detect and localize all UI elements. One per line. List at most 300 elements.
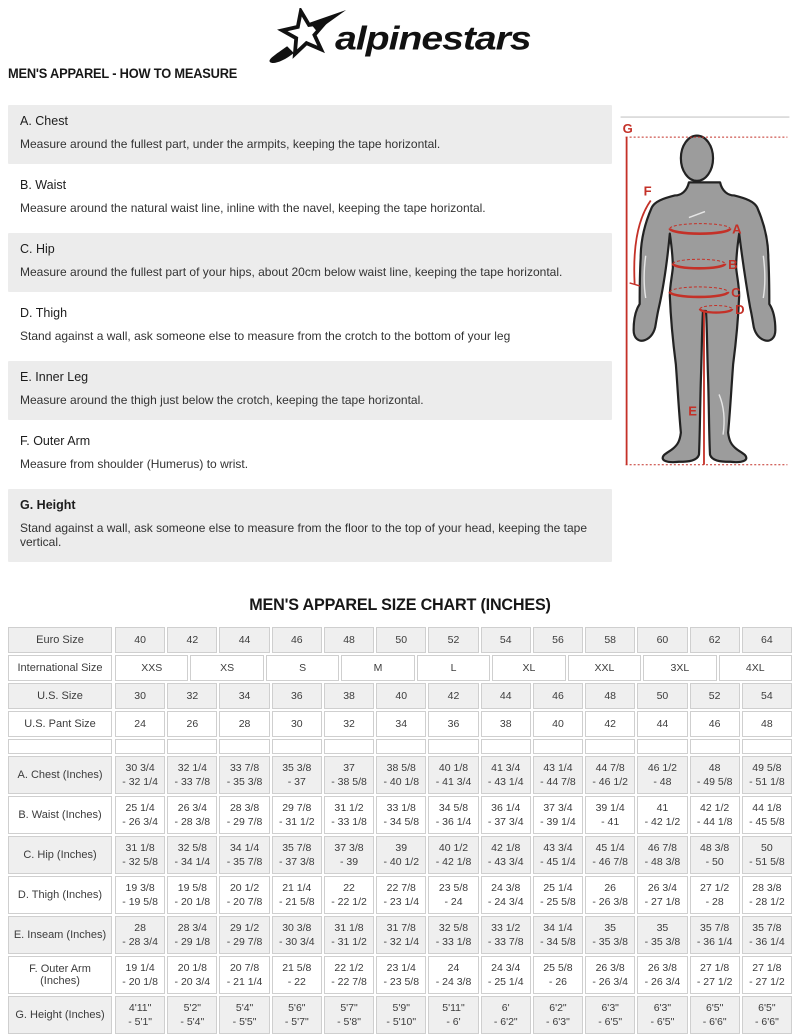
- row-cells: [115, 739, 792, 754]
- size-cell: [428, 996, 478, 1034]
- size-cell: 36: [428, 711, 478, 737]
- range-end: - 30 3/4: [279, 936, 315, 948]
- size-cell: [690, 756, 740, 794]
- range-end: - 33 1/8: [331, 816, 367, 828]
- range-start: 48 3/8: [700, 842, 730, 854]
- range-end: - 27 1/2: [696, 976, 733, 988]
- range-start: 43 1/4: [543, 762, 573, 774]
- range-start: 22: [343, 882, 355, 894]
- measure-guide-description: Stand against a wall, ask someone else to measure from the floor to the top of your head, keeping the tape vertical.: [20, 521, 588, 549]
- row-label: F. Outer Arm (Inches): [8, 956, 112, 994]
- row-cells: [115, 916, 792, 954]
- range-start: 34 1/4: [543, 922, 573, 934]
- range-end: - 38 5/8: [331, 776, 367, 788]
- range-end: - 29 7/8: [226, 936, 263, 948]
- size-cell: 30: [115, 683, 165, 709]
- range-start: 20 7/8: [229, 962, 260, 974]
- range-start: 21 5/8: [282, 962, 312, 974]
- how-to-measure-section: [8, 105, 792, 567]
- size-cell: [742, 996, 792, 1034]
- size-cell: [219, 836, 269, 874]
- row-label: C. Hip (Inches): [8, 836, 112, 874]
- range-start: 19 3/8: [125, 882, 155, 894]
- range-end: - 46 7/8: [592, 856, 628, 868]
- range-end: - 45 1/4: [540, 856, 576, 868]
- range-start: 46 7/8: [647, 842, 678, 854]
- label-c: C: [731, 284, 741, 300]
- table-row: [8, 796, 792, 834]
- range-end: - 28 1/2: [749, 896, 785, 908]
- range-end: - 42 1/2: [644, 816, 681, 828]
- body-measure-diagram-icon: [620, 105, 792, 505]
- range-end: - 44 7/8: [540, 776, 576, 788]
- range-end: - 48: [653, 776, 672, 788]
- table-row: [8, 996, 792, 1034]
- size-cell: 62: [690, 627, 740, 653]
- range-start: 35: [604, 922, 617, 934]
- size-cell: 44: [481, 683, 531, 709]
- size-cell: [272, 756, 322, 794]
- range-start: 20 1/8: [177, 962, 207, 974]
- range-end: - 36 1/4: [749, 936, 785, 948]
- size-cell: [219, 796, 269, 834]
- measure-guide-description: Stand against a wall, ask someone else to measure from the crotch to the bottom of your leg: [20, 329, 511, 343]
- range-start: 42 1/2: [700, 802, 730, 814]
- range-end: - 45 5/8: [749, 816, 785, 828]
- label-b: B: [728, 256, 738, 272]
- range-end: - 36 1/4: [435, 816, 472, 828]
- range-end: - 44 1/8: [696, 816, 733, 828]
- range-start: 39: [395, 842, 408, 854]
- size-cell: [324, 739, 374, 754]
- measure-guide-description: Measure from shoulder (Humerus) to wrist.: [20, 457, 249, 471]
- label-f: F: [643, 183, 652, 199]
- range-start: 34 1/4: [229, 842, 260, 854]
- range-end: - 39 1/4: [540, 816, 576, 828]
- range-start: 31 7/8: [386, 922, 416, 934]
- size-cell: [167, 996, 217, 1034]
- size-cell: [637, 996, 687, 1034]
- size-cell: 26: [167, 711, 217, 737]
- size-cell: 28: [219, 711, 269, 737]
- range-start: 40 1/8: [438, 762, 469, 774]
- size-cell: [219, 916, 269, 954]
- range-start: 6'3": [601, 1002, 619, 1014]
- size-cell: [637, 756, 687, 794]
- size-cell: 32: [167, 683, 217, 709]
- row-label: B. Waist (Inches): [8, 796, 112, 834]
- range-end: - 6'6": [702, 1016, 727, 1028]
- size-cell: [324, 796, 374, 834]
- table-row: [8, 876, 792, 914]
- range-start: 27 1/8: [700, 962, 730, 974]
- size-cell: M: [341, 655, 414, 681]
- range-start: 40 1/2: [438, 842, 469, 854]
- measure-guide-description: Measure around the fullest part, under the armpits, keeping the tape horizontal.: [20, 137, 441, 151]
- range-end: - 23 5/8: [383, 976, 420, 988]
- range-start: 27 1/8: [752, 962, 782, 974]
- size-cell: [272, 796, 322, 834]
- range-start: 31 1/8: [334, 922, 364, 934]
- size-cell: [376, 996, 426, 1034]
- size-cell: 64: [742, 627, 792, 653]
- range-start: 29 1/2: [229, 922, 260, 934]
- range-end: - 6'5": [650, 1016, 675, 1028]
- range-start: 6': [501, 1002, 510, 1014]
- range-end: - 32 1/4: [383, 936, 420, 948]
- size-cell: [219, 756, 269, 794]
- size-cell: [481, 956, 531, 994]
- size-cell: [481, 876, 531, 914]
- range-start: 35 7/8: [700, 922, 730, 934]
- range-end: - 32 1/4: [122, 776, 158, 788]
- row-label: Euro Size: [8, 627, 112, 653]
- range-start: 41 3/4: [491, 762, 521, 774]
- size-cell: L: [417, 655, 490, 681]
- range-end: - 34 5/8: [383, 816, 420, 828]
- size-cell: [376, 916, 426, 954]
- size-cell: 42: [428, 683, 478, 709]
- range-end: - 50: [705, 856, 724, 868]
- range-start: 4'11": [128, 1002, 152, 1014]
- size-cell: [585, 836, 635, 874]
- size-cell: 44: [637, 711, 687, 737]
- size-cell: [115, 916, 165, 954]
- range-start: 30 3/4: [125, 762, 155, 774]
- size-cell: [272, 739, 322, 754]
- table-row: [8, 756, 792, 794]
- size-cell: 44: [219, 627, 269, 653]
- size-cell: [690, 876, 740, 914]
- size-cell: 42: [167, 627, 217, 653]
- range-end: - 5'1": [128, 1016, 153, 1028]
- size-cell: [376, 956, 426, 994]
- size-cell: [272, 996, 322, 1034]
- range-start: 31 1/2: [334, 802, 364, 814]
- size-cell: [272, 956, 322, 994]
- size-cell: 32: [324, 711, 374, 737]
- range-end: - 33 7/8: [174, 776, 211, 788]
- size-cell: [742, 956, 792, 994]
- page-title: MEN'S APPAREL - HOW TO MEASURE: [8, 66, 238, 81]
- range-end: - 6'2": [493, 1016, 518, 1028]
- range-start: 44 1/8: [752, 802, 782, 814]
- range-start: 25 1/4: [543, 882, 573, 894]
- table-row: [8, 627, 792, 653]
- size-cell: [115, 756, 165, 794]
- size-cell: [481, 996, 531, 1034]
- range-end: - 22: [287, 976, 306, 988]
- range-start: 46 1/2: [647, 762, 678, 774]
- range-start: 30 3/8: [282, 922, 312, 934]
- table-row: [8, 916, 792, 954]
- row-cells: [115, 655, 792, 681]
- size-cell: [585, 996, 635, 1034]
- size-cell: 50: [376, 627, 426, 653]
- range-start: 19 1/4: [125, 962, 155, 974]
- range-end: - 22 7/8: [331, 976, 367, 988]
- row-label: A. Chest (Inches): [8, 756, 112, 794]
- range-start: 33 1/2: [491, 922, 521, 934]
- size-cell: [115, 996, 165, 1034]
- size-cell: [115, 836, 165, 874]
- row-cells: [115, 836, 792, 874]
- range-end: - 6'3": [546, 1016, 570, 1028]
- brand-wordmark: alpinestars: [335, 20, 531, 58]
- range-start: 26: [604, 882, 617, 894]
- range-end: - 28 3/8: [174, 816, 211, 828]
- size-cell: [742, 876, 792, 914]
- size-cell: [742, 796, 792, 834]
- size-cell: [585, 876, 635, 914]
- size-cell: 40: [115, 627, 165, 653]
- size-cell: [376, 739, 426, 754]
- range-start: 28 3/8: [229, 802, 260, 814]
- range-start: 48: [708, 762, 721, 774]
- range-end: - 40 1/2: [383, 856, 420, 868]
- size-cell: [272, 876, 322, 914]
- size-cell: [167, 756, 217, 794]
- size-cell: [324, 956, 374, 994]
- row-label: G. Height (Inches): [8, 996, 112, 1034]
- figure-head: [681, 136, 713, 181]
- size-cell: [376, 796, 426, 834]
- size-cell: XS: [190, 655, 263, 681]
- range-end: - 24 3/4: [487, 896, 524, 908]
- range-end: - 28: [705, 896, 724, 908]
- range-end: - 43 1/4: [487, 776, 524, 788]
- range-start: 34 5/8: [438, 802, 469, 814]
- range-start: 26 3/8: [595, 962, 625, 974]
- size-cell: [115, 739, 165, 754]
- row-label: U.S. Size: [8, 683, 112, 709]
- range-end: - 34 1/4: [174, 856, 211, 868]
- size-cell: [376, 876, 426, 914]
- range-start: 26 3/8: [647, 962, 678, 974]
- range-end: - 28 3/4: [122, 936, 158, 948]
- size-chart-title: MEN'S APPAREL SIZE CHART (INCHES): [249, 595, 551, 614]
- range-start: 6'2": [549, 1002, 567, 1014]
- range-end: - 5'5": [232, 1016, 257, 1028]
- measure-guide-title: B. Waist: [20, 178, 67, 192]
- range-start: 37 3/4: [543, 802, 573, 814]
- range-start: 21 1/4: [282, 882, 312, 894]
- range-start: 32 5/8: [438, 922, 469, 934]
- row-label: International Size: [8, 655, 112, 681]
- range-end: - 26 3/4: [644, 976, 681, 988]
- range-end: - 40 1/8: [383, 776, 420, 788]
- range-end: - 43 3/4: [487, 856, 524, 868]
- range-end: - 37 3/4: [487, 816, 524, 828]
- range-end: - 24: [444, 896, 463, 908]
- range-start: 28 3/8: [752, 882, 782, 894]
- row-cells: [115, 627, 792, 653]
- size-cell: [585, 796, 635, 834]
- range-end: - 20 7/8: [226, 896, 263, 908]
- size-cell: XXS: [115, 655, 188, 681]
- size-cell: S: [266, 655, 339, 681]
- size-cell: [533, 916, 583, 954]
- size-cell: [481, 756, 531, 794]
- size-cell: [533, 876, 583, 914]
- label-d: D: [735, 302, 745, 318]
- row-cells: [115, 796, 792, 834]
- size-cell: 54: [742, 683, 792, 709]
- measure-guide-title: G. Height: [20, 498, 76, 512]
- range-start: 22 7/8: [386, 882, 416, 894]
- range-start: 35 7/8: [752, 922, 782, 934]
- range-start: 35: [656, 922, 669, 934]
- measure-guide-description: Measure around the fullest part of your hips, about 20cm below waist line, keeping the tape horizontal.: [20, 265, 563, 279]
- measure-guide-item: [8, 105, 612, 164]
- size-cell: 38: [481, 711, 531, 737]
- size-cell: [324, 836, 374, 874]
- range-end: - 41 3/4: [435, 776, 472, 788]
- size-cell: [742, 739, 792, 754]
- size-cell: [585, 956, 635, 994]
- size-cell: [585, 756, 635, 794]
- size-cell: [167, 876, 217, 914]
- size-cell: [481, 836, 531, 874]
- measure-guide-item: [8, 361, 612, 420]
- size-cell: 36: [272, 683, 322, 709]
- range-start: 20 1/2: [229, 882, 260, 894]
- range-end: - 35 3/8: [644, 936, 681, 948]
- size-cell: 3XL: [643, 655, 716, 681]
- size-cell: [167, 956, 217, 994]
- range-end: - 26 3/8: [592, 896, 628, 908]
- range-start: 35 7/8: [282, 842, 312, 854]
- label-g: G: [622, 121, 633, 137]
- range-start: 27 1/2: [700, 882, 730, 894]
- size-cell: [376, 836, 426, 874]
- range-end: - 29 7/8: [226, 816, 263, 828]
- size-cell: [533, 796, 583, 834]
- range-start: 36 1/4: [491, 802, 521, 814]
- range-start: 5'6": [288, 1002, 306, 1014]
- size-cell: [533, 996, 583, 1034]
- size-chart-table: [8, 627, 792, 1034]
- size-cell: [219, 996, 269, 1034]
- measure-guide-item: [8, 489, 612, 562]
- size-cell: [481, 796, 531, 834]
- size-cell: 40: [533, 711, 583, 737]
- size-cell: [324, 876, 374, 914]
- range-end: - 51 5/8: [749, 856, 785, 868]
- range-end: - 32 5/8: [122, 856, 158, 868]
- range-start: 24 3/8: [491, 882, 521, 894]
- size-cell: [272, 916, 322, 954]
- size-cell: [376, 756, 426, 794]
- size-cell: [115, 796, 165, 834]
- size-cell: [585, 916, 635, 954]
- size-cell: [428, 756, 478, 794]
- size-cell: [637, 916, 687, 954]
- size-cell: [428, 836, 478, 874]
- size-cell: [428, 956, 478, 994]
- range-end: - 35 7/8: [226, 856, 263, 868]
- row-cells: [115, 683, 792, 709]
- range-end: - 20 3/4: [174, 976, 211, 988]
- row-label: [8, 739, 112, 754]
- size-cell: 58: [585, 627, 635, 653]
- range-start: 22 1/2: [334, 962, 364, 974]
- measure-guide-title: F. Outer Arm: [20, 434, 91, 448]
- row-label: U.S. Pant Size: [8, 711, 112, 737]
- range-end: - 5'7": [284, 1016, 309, 1028]
- row-cells: [115, 956, 792, 994]
- range-end: - 22 1/2: [331, 896, 367, 908]
- range-end: - 20 1/8: [122, 976, 158, 988]
- label-e: E: [688, 403, 697, 419]
- label-a: A: [732, 221, 742, 237]
- row-label: E. Inseam (Inches): [8, 916, 112, 954]
- measure-guide-title: D. Thigh: [20, 306, 68, 320]
- measure-guide-item: [8, 233, 612, 292]
- range-end: - 5'4": [180, 1016, 205, 1028]
- size-cell: [428, 916, 478, 954]
- alpinestars-logo-icon: [261, 8, 539, 66]
- measure-guide-item: [8, 297, 612, 356]
- size-cell: [481, 739, 531, 754]
- row-cells: [115, 876, 792, 914]
- size-cell: XXL: [568, 655, 641, 681]
- measure-guide-list: [8, 105, 612, 567]
- size-cell: [690, 956, 740, 994]
- range-start: 33 7/8: [229, 762, 260, 774]
- range-end: - 21 1/4: [226, 976, 263, 988]
- range-end: - 46 1/2: [592, 776, 628, 788]
- range-start: 5'4": [235, 1002, 254, 1014]
- size-cell: 48: [742, 711, 792, 737]
- range-end: - 36 1/4: [696, 936, 733, 948]
- range-start: 26 3/4: [647, 882, 678, 894]
- size-cell: [585, 739, 635, 754]
- size-cell: [167, 916, 217, 954]
- size-cell: [533, 739, 583, 754]
- size-cell: 46: [272, 627, 322, 653]
- size-cell: [637, 796, 687, 834]
- size-cell: 50: [637, 683, 687, 709]
- range-end: - 27 1/8: [644, 896, 681, 908]
- range-start: 25 1/4: [125, 802, 155, 814]
- range-start: 32 5/8: [177, 842, 207, 854]
- measure-guide-item: [8, 425, 612, 484]
- range-end: - 51 1/8: [749, 776, 785, 788]
- size-cell: 42: [585, 711, 635, 737]
- size-cell: [428, 739, 478, 754]
- range-end: - 19 5/8: [122, 896, 158, 908]
- size-cell: [690, 836, 740, 874]
- size-cell: [690, 796, 740, 834]
- range-start: 5'7": [340, 1002, 358, 1014]
- range-start: 6'5": [705, 1002, 724, 1014]
- size-cell: [219, 876, 269, 914]
- range-start: 37 3/8: [334, 842, 364, 854]
- range-start: 35 3/8: [282, 762, 312, 774]
- size-cell: [481, 916, 531, 954]
- range-start: 29 7/8: [282, 802, 312, 814]
- size-cell: [167, 739, 217, 754]
- range-end: - 26 3/4: [122, 816, 158, 828]
- size-cell: [115, 956, 165, 994]
- size-cell: [219, 956, 269, 994]
- size-cell: 24: [115, 711, 165, 737]
- size-cell: 48: [585, 683, 635, 709]
- size-cell: XL: [492, 655, 565, 681]
- size-cell: [219, 739, 269, 754]
- range-start: 28: [134, 922, 146, 934]
